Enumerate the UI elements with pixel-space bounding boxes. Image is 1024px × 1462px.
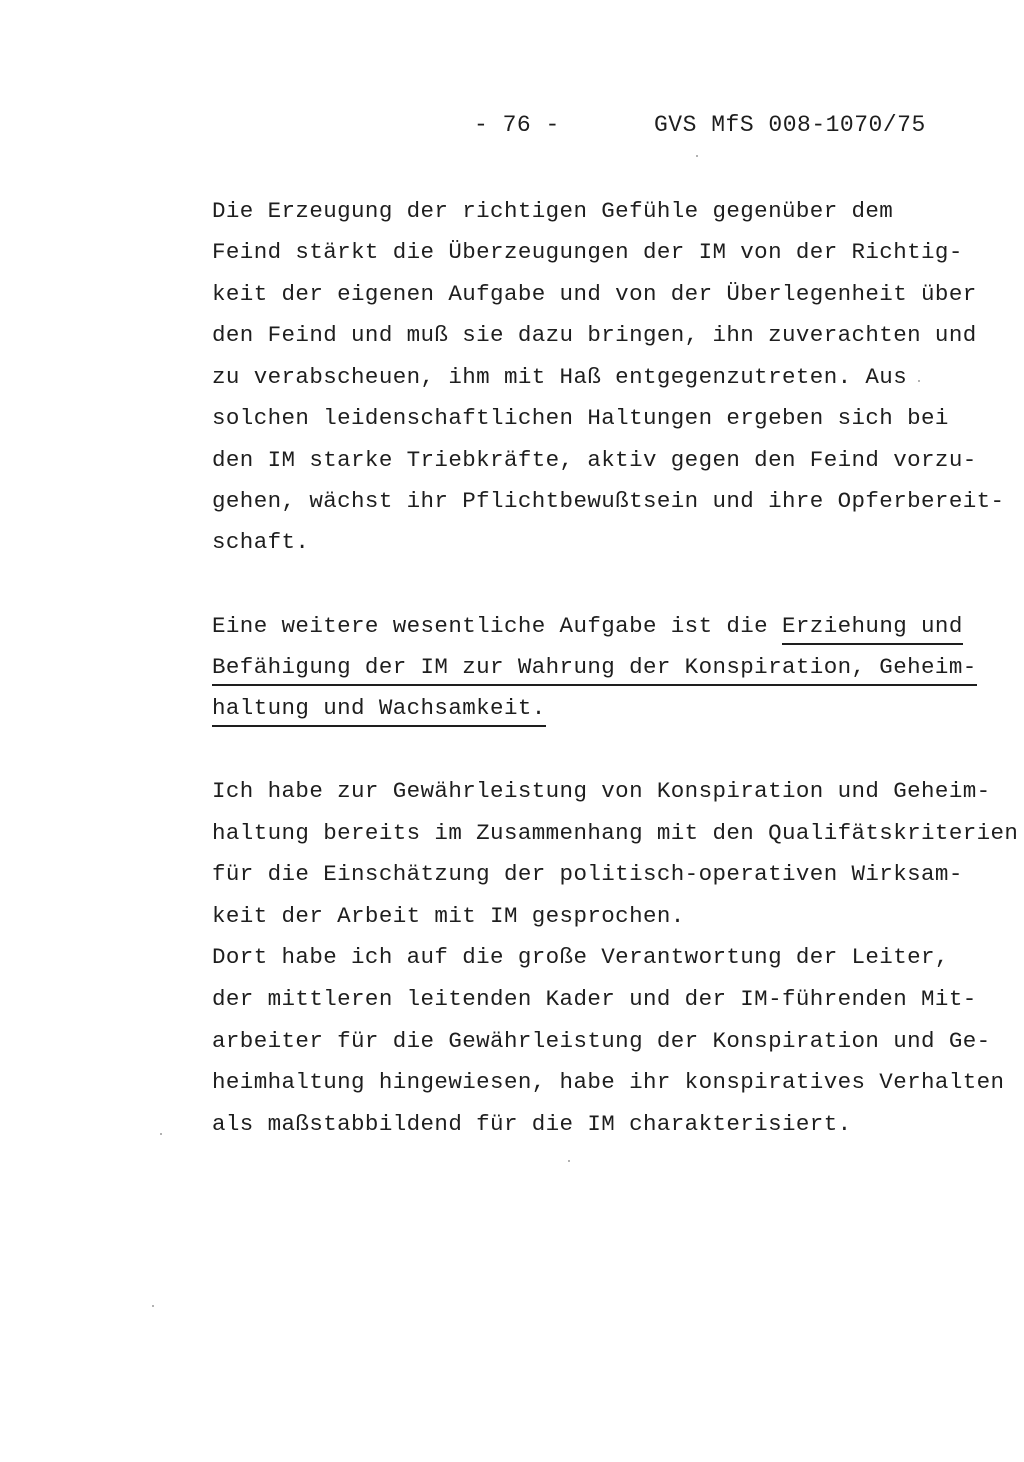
text-line: den Feind und muß sie dazu bringen, ihn zuverachten und: [212, 322, 977, 348]
text-line: Feind stärkt die Überzeugungen der IM von der Richtig-: [212, 239, 963, 265]
text-line: solchen leidenschaftlichen Haltungen ergeben sich bei: [212, 405, 949, 431]
page-number: - 76 -: [474, 112, 560, 138]
text-line: der mittleren leitenden Kader und der IM-führenden Mit-: [212, 986, 977, 1012]
text-line: gehen, wächst ihr Pflichtbewußtsein und ihre Opferbereit-: [212, 488, 1005, 514]
text-line: arbeiter für die Gewährleistung der Konspiration und Ge-: [212, 1028, 991, 1054]
text-line: als maßstabbildend für die IM charakterisiert.: [212, 1111, 852, 1137]
underlined-text: haltung und Wachsamkeit.: [212, 695, 546, 727]
text-line: keit der Arbeit mit IM gesprochen.: [212, 903, 685, 929]
plain-text: Eine weitere wesentliche Aufgabe ist die: [212, 613, 782, 639]
text-line: [212, 615, 963, 638]
text-line: [212, 656, 977, 679]
scan-speck: [152, 1305, 154, 1307]
text-line: haltung bereits im Zusammenhang mit den Qualifätskriterien: [212, 820, 1019, 846]
text-line: den IM starke Triebkräfte, aktiv gegen den Feind vorzu-: [212, 447, 977, 473]
text-line: Ich habe zur Gewährleistung von Konspiration und Geheim-: [212, 778, 991, 804]
scan-speck: [696, 155, 698, 157]
text-line: keit der eigenen Aufgabe und von der Überlegenheit über: [212, 281, 977, 307]
text-line: [212, 697, 546, 720]
scan-speck: [568, 1160, 570, 1162]
text-line: heimhaltung hingewiesen, habe ihr konspiratives Verhalten: [212, 1069, 1005, 1095]
underlined-text: Erziehung und: [782, 613, 963, 645]
scan-speck: [918, 380, 920, 382]
text-line: Dort habe ich auf die große Verantwortung der Leiter,: [212, 944, 949, 970]
document-reference: GVS MfS 008-1070/75: [654, 112, 926, 138]
scan-speck: [160, 1133, 162, 1135]
text-line: Die Erzeugung der richtigen Gefühle gegenüber dem: [212, 198, 894, 224]
underlined-text: Befähigung der IM zur Wahrung der Konspiration, Geheim-: [212, 654, 977, 686]
text-line: für die Einschätzung der politisch-operativen Wirksam-: [212, 861, 963, 887]
text-line: schaft.: [212, 529, 310, 555]
text-line: zu verabscheuen, ihm mit Haß entgegenzutreten. Aus: [212, 364, 908, 390]
